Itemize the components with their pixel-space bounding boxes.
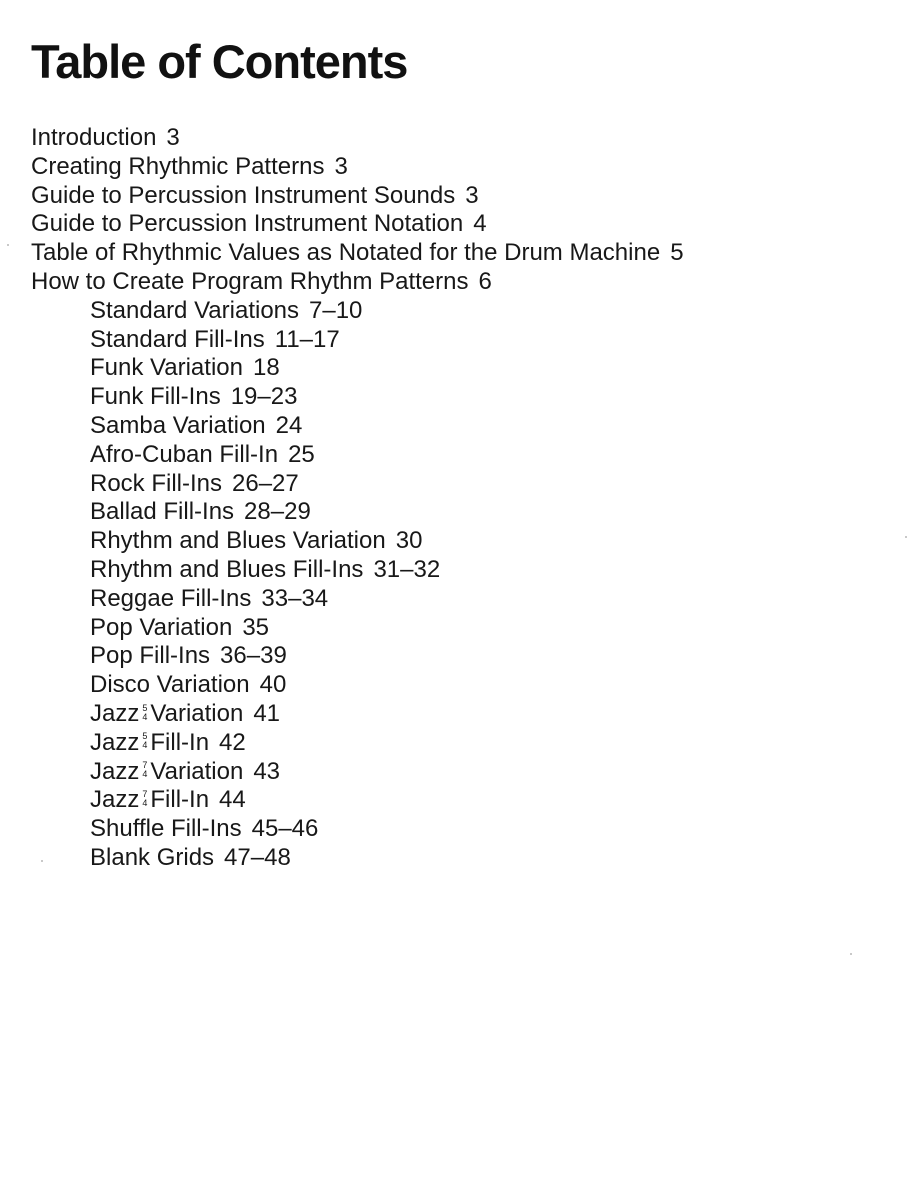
toc-entry-title: Funk Variation bbox=[90, 354, 243, 382]
scan-speck bbox=[41, 860, 43, 862]
toc-entry-title: Introduction bbox=[31, 124, 157, 151]
toc-subentry bbox=[31, 297, 684, 326]
toc-entry-page: 35 bbox=[242, 613, 270, 641]
toc-entry-page: 40 bbox=[259, 671, 287, 699]
toc-entry bbox=[31, 210, 684, 239]
toc-entry-suffix: Fill-In bbox=[150, 786, 210, 814]
toc-entry-title: Blank Grids bbox=[90, 843, 215, 871]
toc-entry-title: Afro-Cuban Fill-In bbox=[90, 440, 279, 468]
toc-entry-page: 24 bbox=[275, 411, 303, 439]
toc-subentry bbox=[31, 326, 684, 355]
toc-entry bbox=[31, 239, 684, 268]
time-signature bbox=[142, 704, 147, 722]
toc-entry-page: 30 bbox=[395, 527, 423, 555]
toc-list bbox=[31, 124, 684, 873]
toc-entry-page: 31–32 bbox=[373, 555, 441, 583]
toc-entry-title: Funk Fill-Ins bbox=[90, 383, 221, 411]
toc-entry-suffix: Fill-In bbox=[150, 728, 210, 756]
toc-subentry bbox=[31, 844, 684, 873]
scan-speck bbox=[7, 244, 9, 246]
toc-entry-title: Disco Variation bbox=[90, 671, 250, 699]
toc-entry-page: 42 bbox=[219, 728, 246, 756]
toc-entry-page: 47–48 bbox=[224, 843, 291, 871]
toc-entry bbox=[31, 124, 684, 153]
toc-subentry bbox=[31, 412, 684, 441]
toc-entry-suffix: Variation bbox=[150, 757, 244, 785]
toc-entry-page: 25 bbox=[288, 440, 315, 468]
time-signature bbox=[142, 732, 147, 750]
toc-entry-page: 3 bbox=[465, 181, 479, 209]
toc-entry-title: Pop Fill-Ins bbox=[90, 642, 211, 670]
toc-entry-page: 19–23 bbox=[230, 383, 298, 411]
toc-subentry bbox=[31, 585, 684, 614]
time-signature-top: 5 bbox=[142, 702, 148, 713]
toc-entry-title: Reggae Fill-Ins bbox=[90, 584, 252, 612]
toc-entry-page: 33–34 bbox=[261, 584, 329, 612]
toc-entry-title: Jazz bbox=[90, 757, 140, 785]
toc-entry-title: Rhythm and Blues Variation bbox=[90, 527, 386, 555]
toc-entry-title: Rock Fill-Ins bbox=[90, 469, 223, 497]
toc-subentry bbox=[31, 354, 684, 383]
toc-entry-page: 6 bbox=[478, 267, 492, 295]
toc-entry-page: 3 bbox=[334, 152, 348, 180]
toc-entry-page: 4 bbox=[473, 210, 487, 238]
toc-subentry bbox=[31, 498, 684, 527]
toc-entry-title: Samba Variation bbox=[90, 411, 266, 439]
toc-subentry bbox=[31, 441, 684, 470]
toc-subentry bbox=[31, 614, 684, 643]
time-signature-bottom: 4 bbox=[142, 769, 148, 780]
toc-subentry bbox=[31, 556, 684, 585]
toc-subentry bbox=[31, 815, 684, 844]
toc-entry-page: 7–10 bbox=[309, 296, 363, 324]
toc-entry bbox=[31, 153, 684, 182]
toc-entry-page: 43 bbox=[253, 757, 281, 785]
time-signature-top: 5 bbox=[142, 731, 148, 742]
time-signature bbox=[142, 790, 147, 808]
toc-entry-title: Jazz bbox=[90, 699, 140, 727]
toc-entry-page: 5 bbox=[670, 239, 684, 267]
toc-subentry bbox=[31, 383, 684, 412]
toc-entry-title: Guide to Percussion Instrument Notation bbox=[31, 210, 464, 238]
time-signature-bottom: 4 bbox=[142, 740, 148, 751]
toc-subentry bbox=[31, 729, 684, 758]
toc-entry-page: 41 bbox=[253, 699, 281, 727]
toc-entry-title: Rhythm and Blues Fill-Ins bbox=[90, 555, 364, 583]
toc-subentry bbox=[31, 527, 684, 556]
toc-subentry bbox=[31, 786, 684, 815]
toc-entry-suffix: Variation bbox=[150, 699, 244, 727]
toc-entry-title: Table of Rhythmic Values as Notated for the Drum Machine bbox=[31, 239, 661, 267]
toc-subentry bbox=[31, 671, 684, 700]
toc-entry-page: 36–39 bbox=[220, 642, 287, 670]
time-signature-top: 7 bbox=[142, 788, 148, 799]
toc-entry-page: 3 bbox=[166, 124, 180, 151]
toc-entry-title: Creating Rhythmic Patterns bbox=[31, 152, 325, 180]
toc-entry-page: 26–27 bbox=[232, 469, 299, 497]
time-signature bbox=[142, 761, 147, 779]
time-signature-top: 7 bbox=[142, 760, 148, 771]
toc-subentry bbox=[31, 642, 684, 671]
toc-subentry bbox=[31, 470, 684, 499]
toc-subentry bbox=[31, 758, 684, 787]
toc-entry-page: 28–29 bbox=[244, 498, 311, 526]
toc-entry-page: 45–46 bbox=[251, 815, 319, 843]
toc-entry-title: How to Create Program Rhythm Patterns bbox=[31, 267, 469, 295]
toc-entry-title: Ballad Fill-Ins bbox=[90, 498, 235, 526]
toc-entry bbox=[31, 268, 684, 297]
toc-entry-title: Shuffle Fill-Ins bbox=[90, 815, 242, 843]
toc-entry-title: Standard Variations bbox=[90, 296, 300, 324]
toc-subentry bbox=[31, 700, 684, 729]
toc-entry-title: Pop Variation bbox=[90, 613, 233, 641]
toc-entry-page: 44 bbox=[219, 786, 246, 814]
scan-speck bbox=[850, 953, 852, 955]
time-signature-bottom: 4 bbox=[142, 797, 148, 808]
time-signature-bottom: 4 bbox=[142, 711, 148, 722]
scan-speck bbox=[905, 536, 907, 538]
toc-entry-page: 11–17 bbox=[274, 325, 340, 353]
toc-entry-title: Jazz bbox=[90, 728, 140, 756]
toc-entry-title: Standard Fill-Ins bbox=[90, 325, 265, 353]
toc-entry-page: 18 bbox=[252, 354, 280, 382]
toc-entry-title: Guide to Percussion Instrument Sounds bbox=[31, 181, 456, 209]
toc-entry bbox=[31, 182, 684, 211]
page-title: Table of Contents bbox=[31, 35, 408, 88]
toc-entry-title: Jazz bbox=[90, 786, 140, 814]
